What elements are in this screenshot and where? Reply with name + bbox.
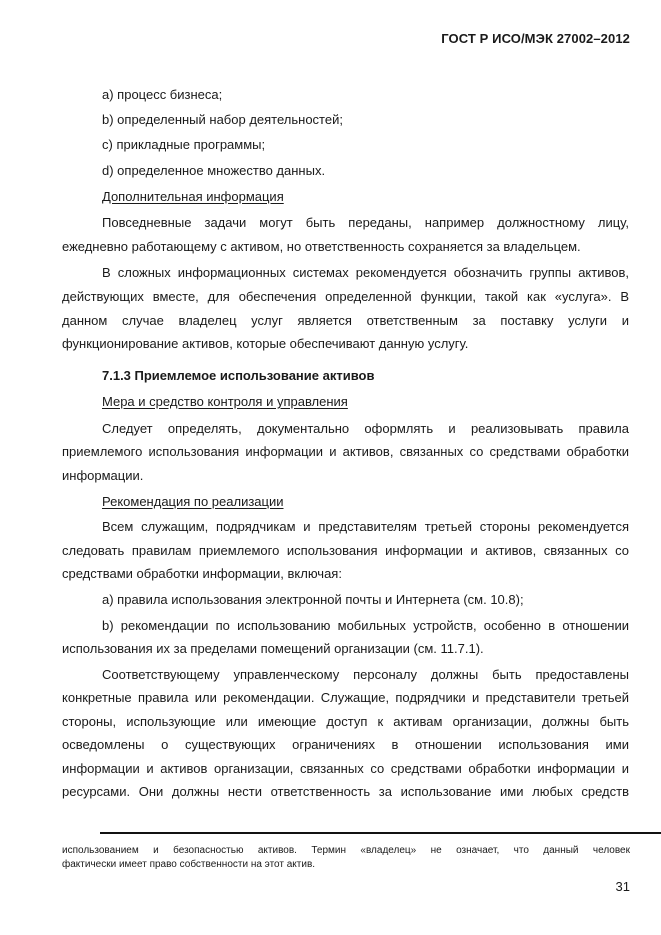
list-item: b) рекомендации по использованию мобильных устройств, особенно в отношении <box>102 618 629 633</box>
paragraph-line: Следует определять, документально оформлять и реализовывать правила <box>102 421 629 436</box>
list-item: b) определенный набор деятельностей; <box>102 112 343 127</box>
paragraph-line: Всем служащим, подрядчикам и представителям третьей стороны рекомендуется <box>102 519 629 534</box>
guidance-heading: Рекомендация по реализации <box>102 494 284 509</box>
paragraph-line: Повседневные задачи могут быть переданы, например должностному лицу, <box>102 215 629 230</box>
list-item: a) правила использования электронной почты и Интернета (см. 10.8); <box>102 592 524 607</box>
paragraph-line: информации и активов организации, связанных со средствами обработки информации и <box>62 761 629 776</box>
paragraph-line: осведомлены о существующих ограничениях в отношении использования ими <box>62 737 629 752</box>
footnote-line: фактически имеет право собственности на этот актив. <box>62 859 316 870</box>
section-heading: 7.1.3 Приемлемое использование активов <box>102 368 375 383</box>
page-number: 31 <box>615 879 630 894</box>
list-item: d) определенное множество данных. <box>102 163 326 178</box>
footnote-separator <box>100 832 661 834</box>
document-code: ГОСТ Р ИСО/МЭК 27002–2012 <box>441 31 630 46</box>
list-item: использования их за пределами помещений организации (см. 11.7.1). <box>62 641 484 656</box>
paragraph-line: В сложных информационных системах рекомендуется обозначить группы активов, <box>102 265 629 280</box>
paragraph-line: Соответствующему управленческому персоналу должны быть предоставлены <box>102 667 629 682</box>
paragraph-line: следовать правилам приемлемого использования информации и активов, связанных со <box>62 543 629 558</box>
paragraph-line: информации. <box>62 468 144 483</box>
paragraph-line: действующих вместе, для обеспечения определенной функции, такой как «услуга». В <box>62 289 629 304</box>
paragraph-line: функционирование активов, которые обеспечивают данную услугу. <box>62 336 469 351</box>
list-item: a) процесс бизнеса; <box>102 87 223 102</box>
paragraph-line: стороны, использующие или имеющие доступ к активам организации, должны быть <box>62 714 629 729</box>
paragraph-line: приемлемого использования информации и активов, связанных со средствами обработки <box>62 444 629 459</box>
list-item: c) прикладные программы; <box>102 137 266 152</box>
paragraph-line: средствами обработки информации, включая: <box>62 566 342 581</box>
paragraph-line: ресурсами. Они должны нести ответственность за использование ими любых средств <box>62 784 629 799</box>
control-heading: Мера и средство контроля и управления <box>102 394 348 409</box>
paragraph-line: конкретные правила или рекомендации. Служащие, подрядчики и представители третьей <box>62 690 629 705</box>
additional-info-heading: Дополнительная информация <box>102 189 284 204</box>
footnote-line: использованием и безопасностью активов. Термин «владелец» не означает, что данный человек <box>62 845 630 856</box>
paragraph-line: ежедневно работающему с активом, но ответственность сохраняется за владельцем. <box>62 239 581 254</box>
paragraph-line: данном случае владелец услуг является ответственным за поставку услуги и <box>62 313 629 328</box>
